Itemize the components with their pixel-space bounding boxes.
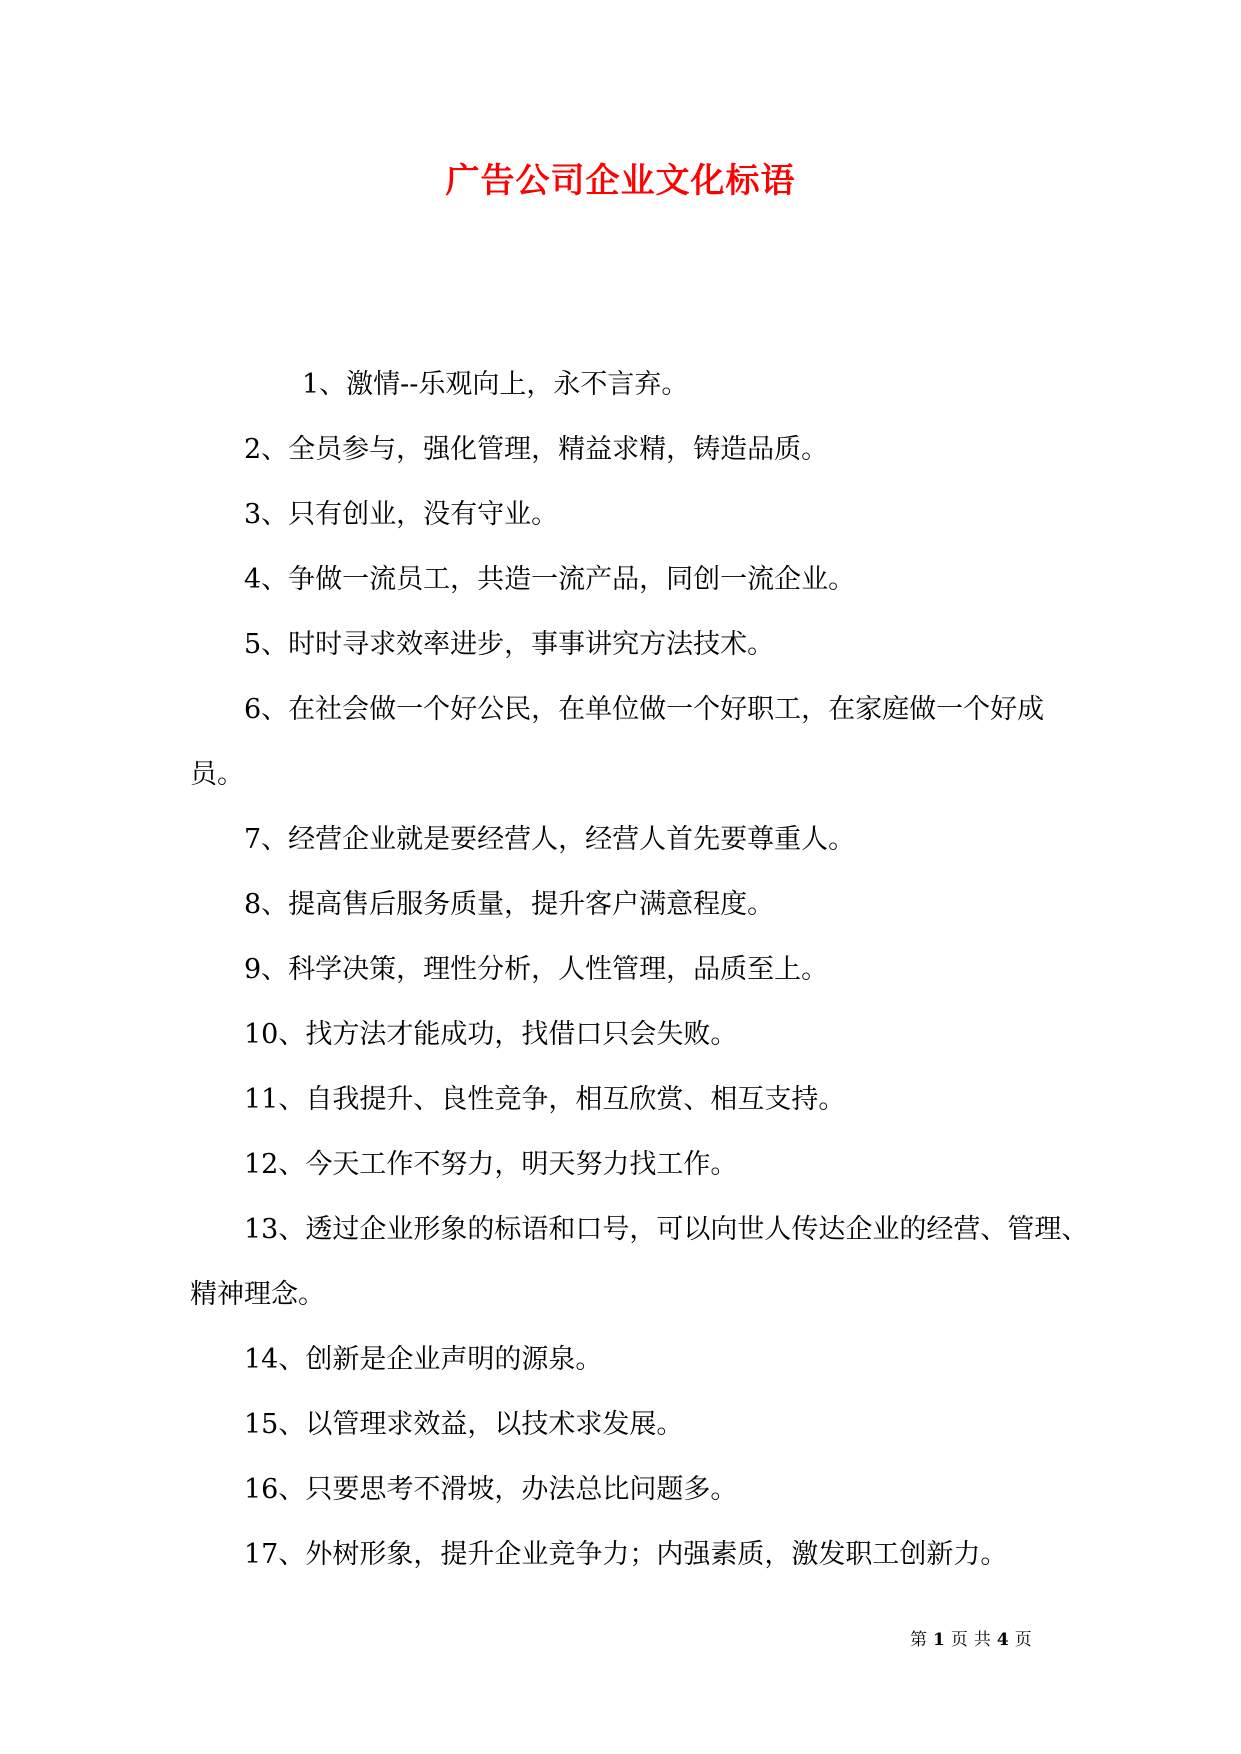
list-item: 5、时时寻求效率进步，事事讲究方法技术。 bbox=[244, 629, 775, 660]
list-item: 11、自我提升、良性竞争，相互欣赏、相互支持。 bbox=[244, 1084, 846, 1115]
list-item: 6、在社会做一个好公民，在单位做一个好职工，在家庭做一个好成员。 bbox=[190, 694, 1045, 790]
list-item: 1、激情--乐观向上，永不言弃。 bbox=[302, 369, 689, 400]
list-item: 10、找方法才能成功，找借口只会失败。 bbox=[244, 1019, 738, 1050]
list-item: 17、外树形象，提升企业竞争力；内强素质，激发职工创新力。 bbox=[244, 1539, 1008, 1570]
footer-label-total-unit: 页 bbox=[1014, 1630, 1032, 1650]
list-item: 8、提高售后服务质量，提升客户满意程度。 bbox=[244, 889, 775, 920]
page-number-footer bbox=[910, 1628, 1038, 1652]
list-item: 14、创新是企业声明的源泉。 bbox=[244, 1344, 603, 1375]
footer-label-total: 共 bbox=[973, 1630, 991, 1650]
footer-label-page-unit: 页 bbox=[950, 1630, 968, 1650]
current-page-number: 1 bbox=[933, 1630, 945, 1650]
document-title: 广告公司企业文化标语 bbox=[445, 161, 796, 201]
list-item: 13、透过企业形象的标语和口号，可以向世人传达企业的经营、管理、精神理念。 bbox=[190, 1214, 1089, 1310]
list-item: 3、只有创业，没有守业。 bbox=[244, 499, 559, 530]
total-pages-number: 4 bbox=[996, 1630, 1009, 1650]
footer-label-page: 第 bbox=[910, 1630, 927, 1650]
list-item: 15、以管理求效益，以技术求发展。 bbox=[244, 1409, 684, 1440]
document-body bbox=[190, 352, 1090, 1587]
list-item: 9、科学决策，理性分析，人性管理，品质至上。 bbox=[244, 954, 829, 985]
list-item: 12、今天工作不努力，明天努力找工作。 bbox=[244, 1149, 738, 1180]
list-item: 7、经营企业就是要经营人，经营人首先要尊重人。 bbox=[244, 824, 856, 855]
list-item: 16、只要思考不滑坡，办法总比问题多。 bbox=[244, 1474, 738, 1505]
list-item: 2、全员参与，强化管理，精益求精，铸造品质。 bbox=[244, 434, 829, 465]
list-item: 4、争做一流员工，共造一流产品，同创一流企业。 bbox=[244, 564, 856, 595]
